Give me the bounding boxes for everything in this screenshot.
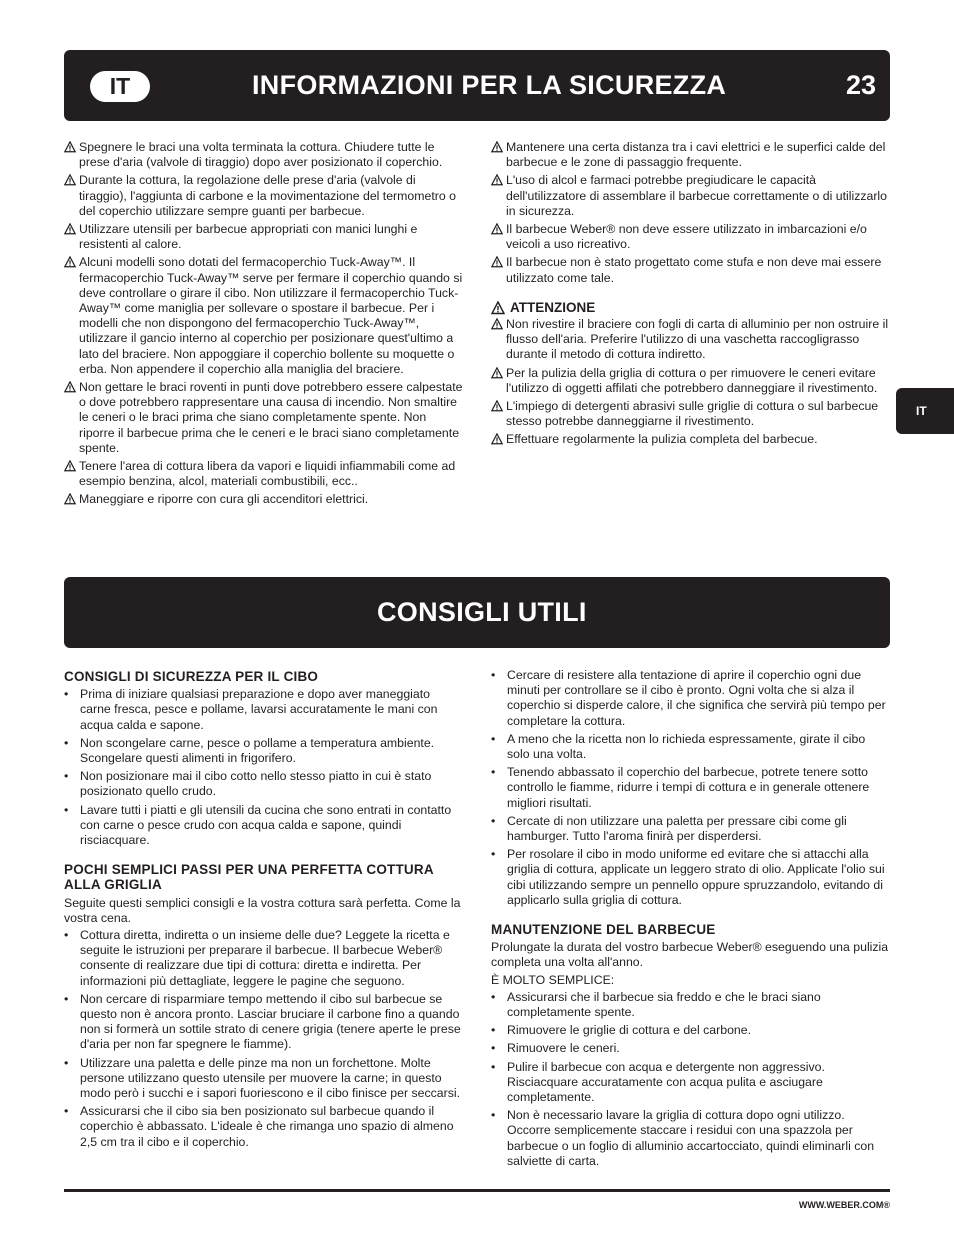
side-tab-label: IT <box>916 404 927 418</box>
attention-title: ATTENZIONE <box>510 299 596 315</box>
warning-icon <box>491 318 503 330</box>
maintenance-item <box>491 1108 891 1169</box>
footer-website: WWW.WEBER.COM® <box>798 1200 890 1210</box>
bullet-icon: • <box>64 1055 69 1070</box>
tips-banner <box>64 577 890 648</box>
food-safety-item <box>64 803 464 849</box>
safety-warning-item <box>491 140 891 170</box>
warning-icon <box>64 223 76 235</box>
bullet-icon: • <box>491 765 496 780</box>
food-safety-item-text: Prima di iniziare qualsiasi preparazione e dopo aver maneggiato carne fresca, pesce e pollame, lavarsi accuratamente le mani con acqua calda e sapone. <box>80 687 438 732</box>
attention-item-text: Non rivestire il braciere con fogli di carta di alluminio per non ostruire il flusso dell'aria. Preferire l'utilizzo di una vaschetta raccogligrasso durante il metodo di cottura indiretto. <box>506 317 889 362</box>
safety-warning-item-text: Maneggiare e riporre con cura gli accenditori elettrici. <box>79 492 369 507</box>
food-safety-item <box>64 769 464 799</box>
bullet-icon: • <box>64 687 69 702</box>
grilling-step-item <box>64 992 464 1053</box>
safety-warning-item-text: Spegnere le braci una volta terminata la cottura. Chiudere tutte le prese d'aria (valvole di tiraggio) dopo aver posizionato il coperchio. <box>79 140 443 170</box>
grilling-step-item <box>491 847 891 908</box>
maintenance-item <box>491 1041 891 1056</box>
maintenance-note: È MOLTO SEMPLICE: <box>491 972 615 987</box>
bullet-icon: • <box>64 991 69 1006</box>
safety-warning-item <box>64 459 464 489</box>
safety-warning-item-text: Durante la cottura, la regolazione delle prese d'aria (valvole di tiraggio), l'aggiunta di carbone e la movimentazione del termometro o del coperchio utilizzare sempre guanti per barbecue. <box>79 173 456 218</box>
food-safety-item <box>64 736 464 766</box>
bullet-icon: • <box>64 1104 69 1119</box>
safety-warning-item <box>64 380 464 456</box>
attention-item-text: L'impiego di detergenti abrasivi sulle griglie di cottura o sul barbecue stesso potrebbe danneggiarne il rivestimento. <box>506 399 879 429</box>
maintenance-item <box>491 990 891 1020</box>
grilling-steps-intro: Seguite questi semplici consigli e la vostra cottura sarà perfetta. Come la vostra cena. <box>64 895 461 925</box>
grilling-step-item-text: Cercate di non utilizzare una paletta per pressare cibi come gli hamburger. Tutto l'aroma finirà per disperdersi. <box>507 813 847 844</box>
grilling-step-item <box>491 732 891 762</box>
maintenance-item <box>491 1060 891 1106</box>
maintenance-item-text: Rimuovere le ceneri. <box>507 1041 620 1056</box>
language-side-tab <box>896 388 954 434</box>
grilling-step-item-text: A meno che la ricetta non lo richieda espressamente, girate il cibo solo una volta. <box>507 731 866 762</box>
warning-icon <box>491 301 505 315</box>
grilling-step-item <box>64 1104 464 1150</box>
warning-icon <box>64 174 76 186</box>
food-safety-item <box>64 687 464 733</box>
footer-rule <box>64 1189 890 1192</box>
attention-item <box>491 432 891 447</box>
grilling-step-item <box>64 1056 464 1102</box>
grilling-steps-heading: POCHI SEMPLICI PASSI PER UNA PERFETTA COTTURA ALLA GRIGLIA <box>64 862 434 893</box>
safety-warning-item-text: Mantenere una certa distanza tra i cavi elettrici e le superfici calde del barbecue e le zone di passaggio frequente. <box>506 140 886 170</box>
safety-warning-item-text: Il barbecue Weber® non deve essere utilizzato in imbarcazioni e/o veicoli a uso ricreativo. <box>506 222 867 252</box>
bullet-icon: • <box>64 735 69 750</box>
bullet-icon: • <box>491 989 496 1004</box>
warning-icon <box>491 367 503 379</box>
food-safety-heading: CONSIGLI DI SICUREZZA PER IL CIBO <box>64 669 319 684</box>
safety-warning-item <box>491 173 891 219</box>
grilling-step-item-text: Per rosolare il cibo in modo uniforme ed evitare che si attacchi alla griglia di cottura, applicate un leggero strato di olio. Applicate l'olio sui cibi utilizzando sempre un pennello oppure spruzzandolo, evitando di applicarlo sulla griglia di cottura. <box>507 847 885 907</box>
safety-warning-item <box>491 222 891 252</box>
grilling-step-item-text: Tenendo abbassato il coperchio del barbecue, potrete tenere sotto controllo le fiamme, ridurre i tempi di cottura e in generale ottenere migliori risultati. <box>507 765 870 810</box>
safety-warning-item <box>491 255 891 285</box>
maintenance-item-text: Non è necessario lavare la griglia di cottura dopo ogni utilizzo. Occorre semplicemente staccare i residui con una spazzola per barbecue o un foglio di alluminio accartocciato, quindi eliminarli con salviette di carta. <box>507 1108 875 1168</box>
maintenance-item-text: Rimuovere le griglie di cottura e del carbone. <box>507 1023 752 1038</box>
grilling-step-item-text: Assicurarsi che il cibo sia ben posizionato sul barbecue quando il coperchio è abbassato. L'ideale è che rimanga uno spazio di almeno 2,5 cm tra il cibo e il coperchio. <box>80 1104 454 1149</box>
bullet-icon: • <box>64 802 69 817</box>
warning-icon <box>491 174 503 186</box>
grilling-step-item-text: Utilizzare una paletta e delle pinze ma non un forchettone. Molte persone utilizzano questo utensile per muovere la carne; in questo modo però i succhi e i sapori fuoriescono e il cibo finisce per seccarsi. <box>80 1055 461 1101</box>
grilling-step-item <box>64 928 464 989</box>
warning-icon <box>491 433 503 445</box>
grilling-step-item-text: Cottura diretta, indiretta o un insieme delle due? Leggete la ricetta e seguite le istruzioni per preparare il barbecue. Il barbecue Weber® consente di realizzare due tipi di cottura: diretta e indiretta. Per informazioni più dettagliate, leggere le pagine che seguono. <box>80 928 450 988</box>
safety-warning-item <box>64 173 464 219</box>
warning-icon <box>64 141 76 153</box>
bullet-icon: • <box>491 731 496 746</box>
safety-warning-item-text: L'uso di alcol e farmaci potrebbe pregiudicare le capacità dell'utilizzatore di assemblare il barbecue correttamente o di utilizzarlo in sicurezza. <box>506 173 887 218</box>
maintenance-intro: Prolungate la durata del vostro barbecue Weber® eseguendo una pulizia completa una volta all'anno. <box>491 940 889 970</box>
bullet-icon: • <box>491 668 496 682</box>
food-safety-item-text: Non posizionare mai il cibo cotto nello stesso piatto in cui è stato posizionato quello crudo. <box>80 769 432 799</box>
safety-warning-item-text: Tenere l'area di cottura libera da vapori e liquidi infiammabili come ad esempio benzina, alcol, materiali combustibili, ecc.. <box>79 459 456 489</box>
warning-icon <box>491 256 503 268</box>
bullet-icon: • <box>491 1023 496 1038</box>
warning-icon <box>64 381 76 393</box>
safety-warning-item-text: Il barbecue non è stato progettato come stufa e non deve mai essere utilizzato come tale. <box>506 255 882 285</box>
warning-icon <box>64 256 76 268</box>
safety-warning-item-text: Utilizzare utensili per barbecue appropriati con manici lunghi e resistenti al calore. <box>79 222 418 252</box>
page-title: INFORMAZIONI PER LA SICUREZZA <box>252 70 727 100</box>
safety-warning-item-text: Alcuni modelli sono dotati del fermacoperchio Tuck-Away™. Il fermacoperchio Tuck-Away™ serve per fermare il coperchio quando si deve controllare o girare il cibo. Non utilizzare il fermacoperchio Tuck-Away™ come maniglia per sollevare o spostare il barbecue. Per i modelli che non dispongono del fermacoperchio Tuck-Away™, utilizzare il gancio interno al coperchio per posizionare quest'ultimo a lato del braciere. Non appoggiare il coperchio bollente su moquette o erba. Non appendere il coperchio alla maniglia del braciere. <box>79 255 463 376</box>
attention-item <box>491 399 891 429</box>
bullet-icon: • <box>491 1108 496 1123</box>
bullet-icon: • <box>64 769 69 784</box>
header-banner <box>64 50 890 121</box>
maintenance-item-text: Assicurarsi che il barbecue sia freddo e che le braci siano completamente spente. <box>507 989 821 1020</box>
warning-icon <box>491 223 503 235</box>
warning-icon <box>491 400 503 412</box>
safety-right-column <box>491 140 891 451</box>
bullet-icon: • <box>491 847 496 862</box>
safety-warning-item <box>64 255 464 377</box>
grilling-step-item-text: Non cercare di risparmiare tempo mettendo il cibo sul barbecue se questo non è ancora pronto. Lasciar bruciare il carbone fino a quando non si formerà un sottile strato di cenere grigia (tenere aperte le prese d'aria per non far spegnere le fiamme). <box>80 991 461 1052</box>
food-safety-item-text: Lavare tutti i piatti e gli utensili da cucina che sono entrati in contatto con carne o pesce crudo con acqua calda e sapone, quindi risciacquare. <box>80 802 452 848</box>
attention-item-text: Per la pulizia della griglia di cottura o per rimuovere le ceneri evitare l'utilizzo di oggetti affilati che potrebbero danneggiare il rivestimento. <box>506 365 878 395</box>
maintenance-heading: MANUTENZIONE DEL BARBECUE <box>491 922 716 938</box>
bullet-icon: • <box>491 1059 496 1074</box>
safety-warning-item <box>64 222 464 252</box>
warning-icon <box>64 460 76 472</box>
bullet-icon: • <box>491 813 496 828</box>
attention-item <box>491 366 891 396</box>
safety-warning-item <box>64 140 464 170</box>
language-badge: IT <box>90 71 150 102</box>
food-safety-item-text: Non scongelare carne, pesce o pollame a temperatura ambiente. Scongelare questi alimenti in frigorifero. <box>80 735 435 766</box>
grilling-step-item <box>491 765 891 811</box>
maintenance-item <box>491 1023 891 1038</box>
warning-icon <box>491 141 503 153</box>
safety-left-column <box>64 140 464 511</box>
page-number: 23 <box>845 70 876 100</box>
warning-icon <box>64 493 76 505</box>
tips-right-column <box>491 668 891 1172</box>
bullet-icon: • <box>64 928 69 943</box>
attention-item-text: Effettuare regolarmente la pulizia completa del barbecue. <box>506 432 818 447</box>
bullet-icon: • <box>491 1041 496 1056</box>
tips-left-column <box>64 669 464 1153</box>
attention-heading <box>491 300 891 315</box>
grilling-step-item <box>491 814 891 844</box>
safety-warning-item <box>64 492 464 507</box>
grilling-step-item-text: Cercare di resistere alla tentazione di aprire il coperchio ogni due minuti per controllare se il cibo è pronto. Ogni volta che si alza il coperchio si disperde calore, il che significa che servirà più tempo per completare la cottura. <box>507 668 886 728</box>
attention-item <box>491 317 891 363</box>
maintenance-item-text: Pulire il barbecue con acqua e detergente non aggressivo. Risciacquare accuratamente con acqua pulita e asciugare completamente. <box>507 1059 825 1105</box>
tips-title: CONSIGLI UTILI <box>377 597 587 627</box>
safety-warning-item-text: Non gettare le braci roventi in punti dove potrebbero essere calpestate o dove potrebbero rappresentare una causa di incendio. Non smaltire le ceneri o le braci prima che siano completamente spente. Non riporre il barbecue prima che le ceneri e le braci siano completamente spente. <box>79 380 463 455</box>
grilling-step-item <box>491 668 891 729</box>
